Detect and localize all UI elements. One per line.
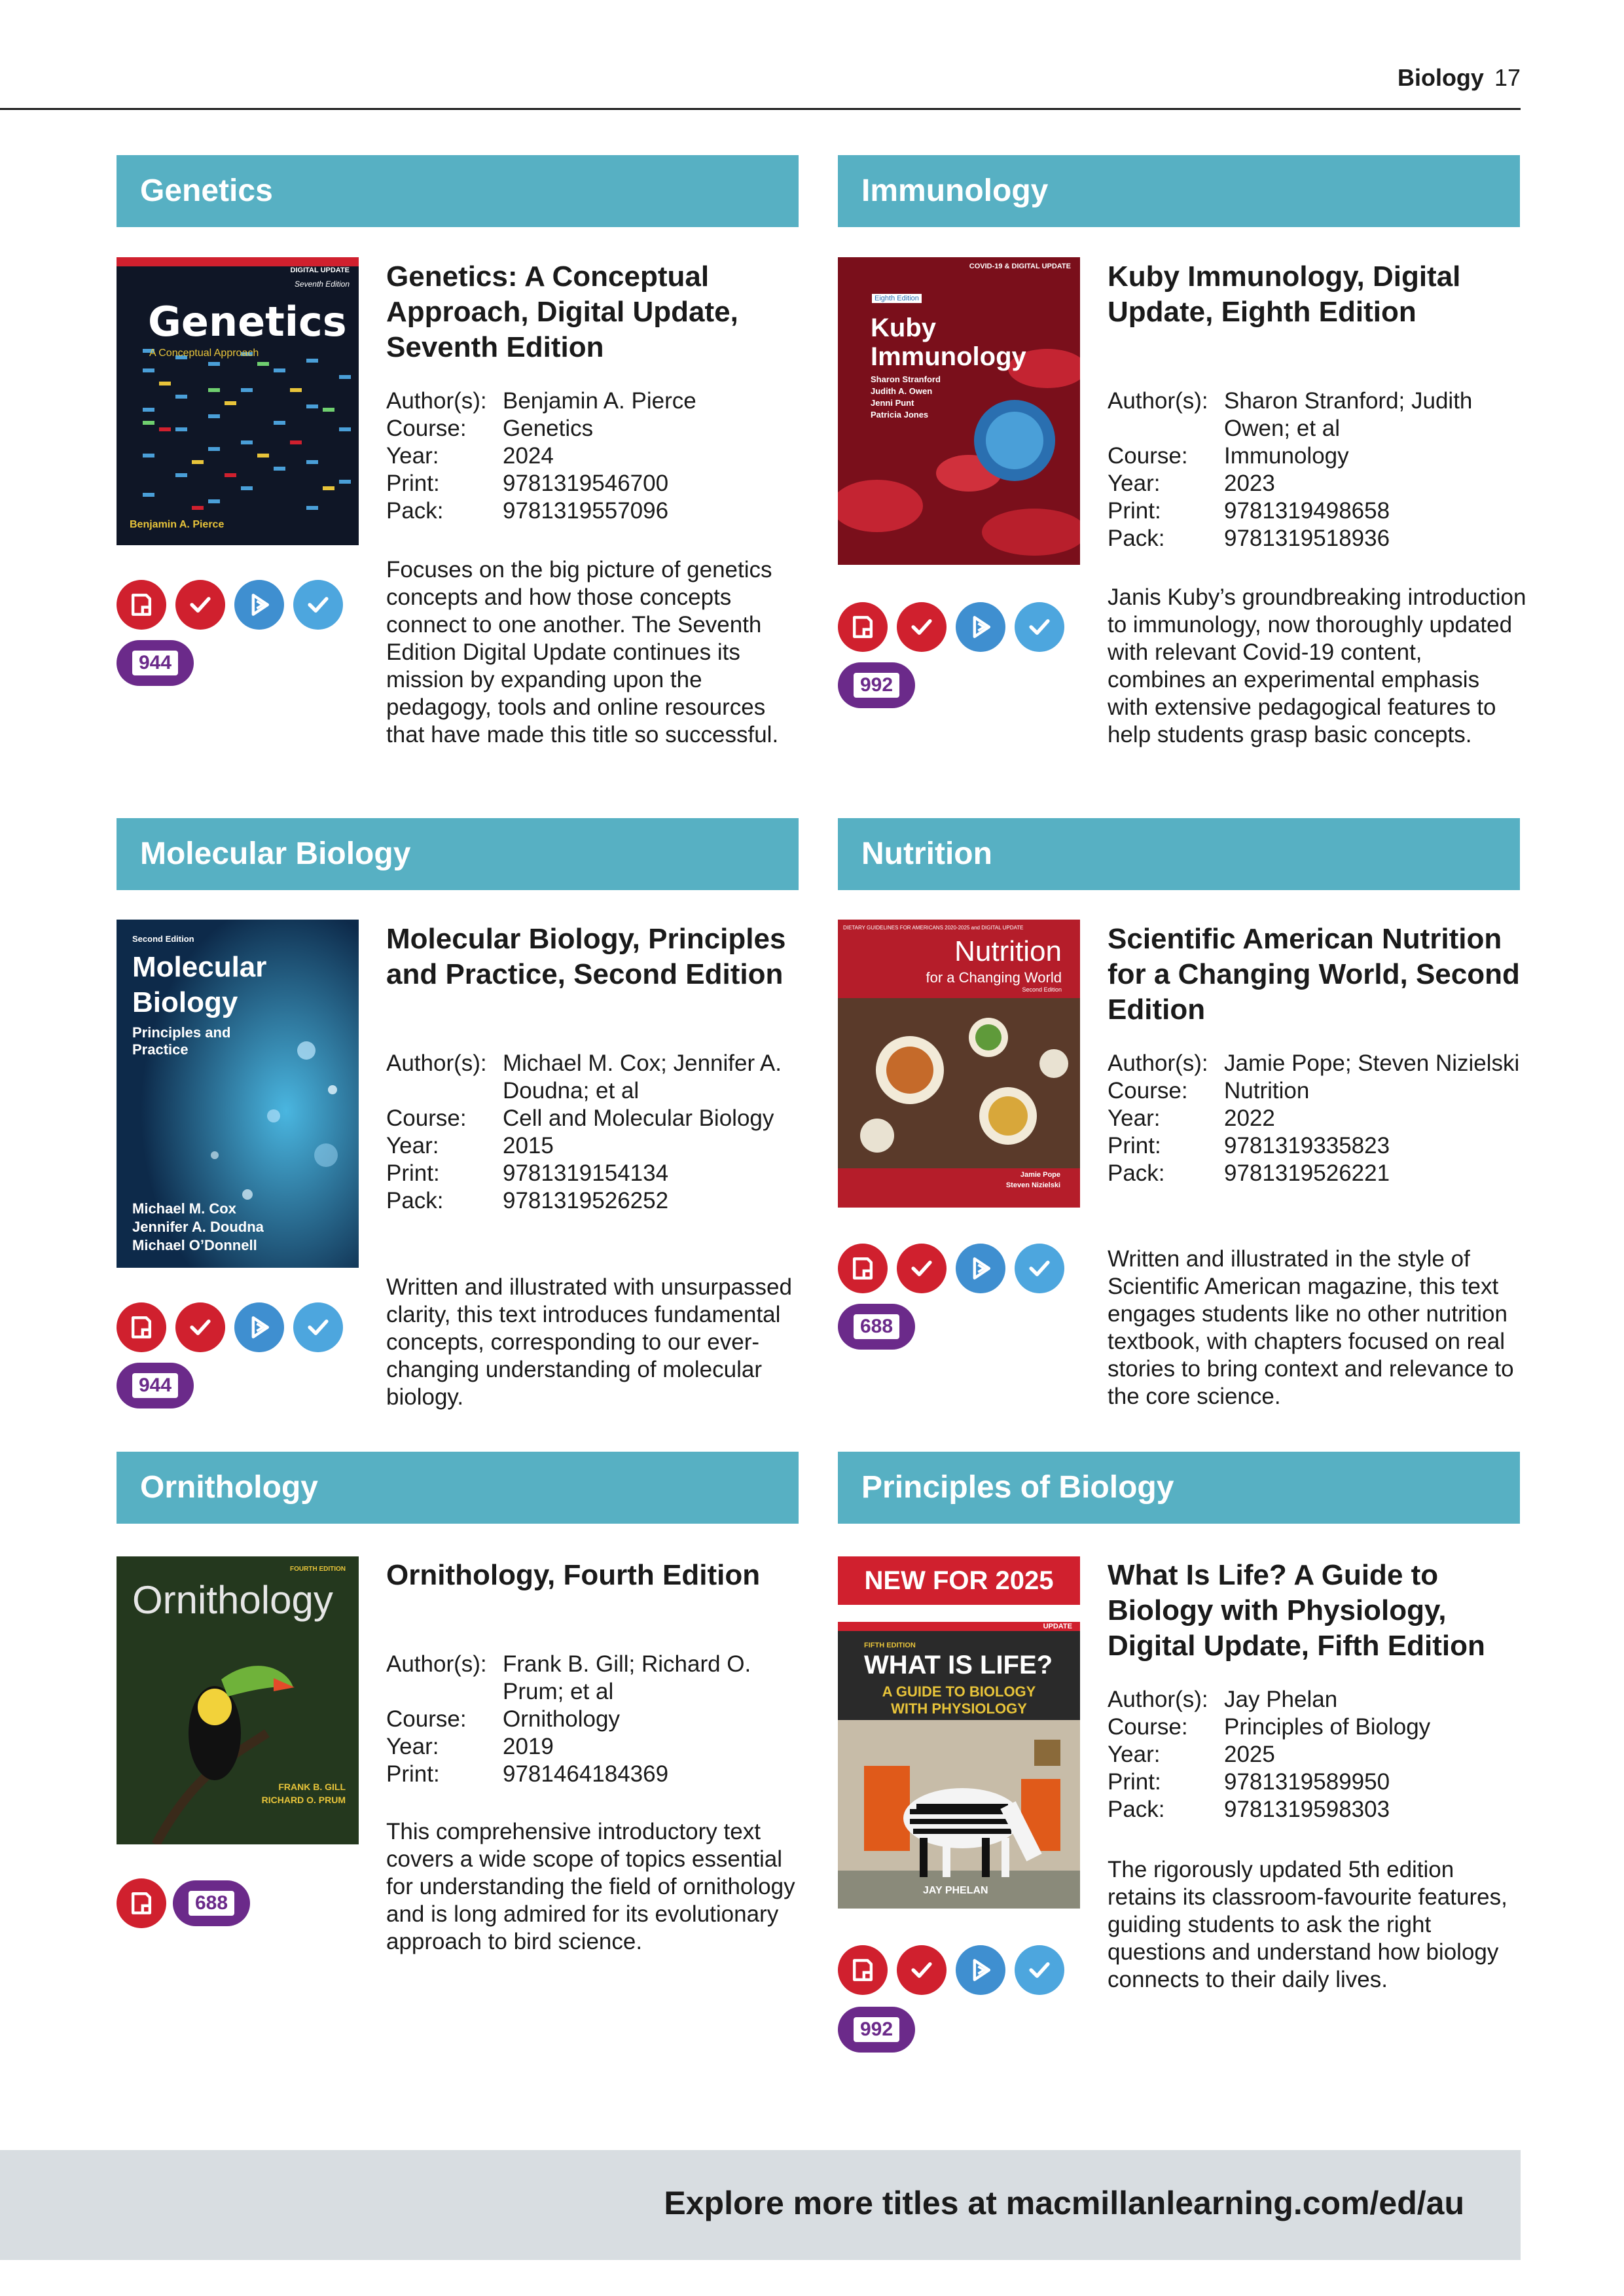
meta-row (386, 1651, 805, 1706)
check-icon[interactable] (175, 1302, 225, 1352)
category-band-principles-of-biology: Principles of Biology (838, 1452, 1520, 1524)
meta-key: Author(s): (386, 1050, 487, 1076)
print-icon[interactable] (117, 1878, 166, 1928)
cover-title: Ornithology (132, 1578, 333, 1622)
meta-key: Print: (1108, 1769, 1161, 1795)
check-icon[interactable] (897, 602, 947, 652)
category-band-genetics: Genetics (117, 155, 799, 227)
meta-row (386, 1160, 805, 1187)
meta-value: Ornithology (503, 1706, 620, 1732)
meta-row (1108, 1686, 1526, 1713)
book-title: Ornithology, Fourth Edition (386, 1559, 761, 1591)
meta-row (1108, 1713, 1526, 1741)
header-rule (0, 108, 1521, 110)
cover-tag: DIETARY GUIDELINES FOR AMERICANS 2020-2025 and DIGITAL UPDATE (843, 925, 1024, 931)
cover-subtitle: Principles and Practice (132, 1024, 231, 1058)
meta-value: 2019 (503, 1734, 554, 1759)
resource-icons (117, 580, 343, 630)
check-icon[interactable] (1015, 602, 1064, 652)
meta-key: Print: (1108, 498, 1161, 524)
check-icon[interactable] (1015, 1945, 1064, 1995)
meta-key: Pack: (386, 498, 444, 524)
book-cover-genetics[interactable] (117, 257, 359, 545)
content-badge (117, 1363, 194, 1408)
meta-value: 9781319526221 (1224, 1160, 1390, 1186)
book-meta (386, 1050, 805, 1215)
video-icon[interactable] (956, 1244, 1005, 1293)
meta-value: 2023 (1224, 471, 1275, 496)
meta-key: Author(s): (386, 1651, 487, 1677)
badge-number: 944 (132, 651, 178, 675)
meta-value: 9781319589950 (1224, 1769, 1390, 1795)
check-icon[interactable] (897, 1945, 947, 1995)
book-title: What Is Life? A Guide to Biology with Physiology, Digital Update, Fifth Edition (1108, 1559, 1485, 1662)
meta-value: 2024 (503, 443, 554, 469)
meta-key: Author(s): (1108, 1687, 1208, 1712)
resource-icons (117, 1878, 166, 1928)
footer-link-text[interactable]: Explore more titles at macmillanlearning.com/ed/au (664, 2185, 1464, 2221)
meta-row (386, 1706, 805, 1733)
meta-value: Jamie Pope; Steven Nizielski (1224, 1050, 1520, 1076)
cover-tag: UPDATE (1043, 1623, 1072, 1630)
meta-value: Immunology (1224, 443, 1349, 469)
book-meta (1108, 1686, 1526, 1823)
cover-tag: COVID-19 & DIGITAL UPDATE (969, 262, 1071, 270)
meta-row (1108, 1160, 1526, 1187)
resource-icons (838, 602, 1064, 652)
meta-key: Print: (386, 471, 440, 496)
book-description: Janis Kuby’s groundbreaking introduction to immunology, now thoroughly updated with relevant Covid-19 content, combines an experimental emphasis with extensive pedagogical features to help students grasp basic concepts. (1108, 584, 1526, 747)
content-badge (173, 1880, 250, 1926)
cover-author: Benjamin A. Pierce (130, 519, 225, 530)
book-description: Written and illustrated in the style of Scientific American magazine, this text engages students like no other nutrition textbook, with chapters focused on real stories to bring context and relevance to the core science. (1108, 1246, 1514, 1409)
video-icon[interactable] (956, 1945, 1005, 1995)
category-band-ornithology: Ornithology (117, 1452, 799, 1524)
check-icon[interactable] (293, 580, 343, 630)
meta-row (386, 1187, 805, 1215)
book-meta (1108, 1050, 1526, 1187)
meta-row (1108, 1050, 1526, 1077)
meta-row (386, 470, 805, 497)
meta-value: Benjamin A. Pierce (503, 388, 696, 414)
meta-key: Year: (1108, 1742, 1161, 1767)
book-description: Written and illustrated with unsurpassed clarity, this text introduces fundamental concepts, corresponding to our ever-changing understanding of molecular biology. (386, 1274, 792, 1410)
new-for-2025-tag: NEW FOR 2025 (838, 1556, 1080, 1605)
cover-author: Michael M. Cox Jennifer A. Doudna Michael O’Donnell (132, 1200, 264, 1253)
cover-edition: FOURTH EDITION (290, 1566, 346, 1573)
book-cover-what-is-life[interactable] (838, 1622, 1080, 1909)
cover-subtitle: for a Changing World (926, 969, 1062, 986)
meta-row (386, 442, 805, 470)
print-icon[interactable] (117, 1302, 166, 1352)
print-icon[interactable] (117, 580, 166, 630)
meta-key: Author(s): (1108, 388, 1208, 414)
cover-author: JAY PHELAN (923, 1885, 988, 1896)
meta-value: Genetics (503, 416, 594, 441)
check-icon[interactable] (1015, 1244, 1064, 1293)
meta-key: Pack: (1108, 1797, 1165, 1822)
meta-value: 9781319557096 (503, 498, 669, 524)
cover-tag: DIGITAL UPDATE (290, 266, 350, 274)
badge-number: 992 (854, 673, 899, 698)
cover-edition: FIFTH EDITION (864, 1641, 916, 1649)
book-cover-ornithology[interactable] (117, 1556, 359, 1844)
cover-author: Jamie Pope Steven Nizielski (1005, 1171, 1060, 1189)
meta-row (1108, 1077, 1526, 1105)
meta-row (1108, 442, 1526, 470)
content-badge (838, 1304, 915, 1350)
meta-key: Course: (1108, 1714, 1188, 1740)
print-icon[interactable] (838, 1244, 888, 1293)
video-icon[interactable] (956, 602, 1005, 652)
book-cover-immunology[interactable] (838, 257, 1080, 565)
meta-value: 9781319498658 (1224, 498, 1390, 524)
meta-key: Author(s): (1108, 1050, 1208, 1076)
print-icon[interactable] (838, 602, 888, 652)
meta-key: Pack: (1108, 526, 1165, 551)
video-icon[interactable] (234, 1302, 284, 1352)
print-icon[interactable] (838, 1945, 888, 1995)
resource-icons (117, 1302, 343, 1352)
meta-value: Principles of Biology (1224, 1714, 1431, 1740)
meta-key: Year: (386, 1734, 439, 1759)
meta-value: 9781464184369 (503, 1761, 669, 1787)
meta-key: Print: (386, 1761, 440, 1787)
cover-edition: Second Edition (132, 934, 194, 944)
meta-value: Jay Phelan (1224, 1687, 1338, 1712)
meta-row (1108, 1768, 1526, 1796)
book-title: Genetics: A Conceptual Approach, Digital Update, Seventh Edition (386, 260, 738, 363)
meta-key: Course: (386, 416, 467, 441)
cover-subtitle: A GUIDE TO BIOLOGY WITH PHYSIOLOGY (882, 1683, 1036, 1717)
meta-value: 9781319154134 (503, 1160, 669, 1186)
book-cover-molecular-biology[interactable] (117, 920, 359, 1268)
meta-row (386, 1050, 805, 1105)
cover-title: Nutrition (954, 935, 1062, 967)
meta-row (1108, 525, 1526, 552)
badge-number: 688 (189, 1891, 234, 1916)
video-icon[interactable] (234, 580, 284, 630)
section-name: Biology (1397, 64, 1484, 91)
book-description: This comprehensive introductory text covers a wide scope of topics essential for understanding the field of ornithology and is long admired for its evolutionary approach to bird science. (386, 1819, 795, 1954)
meta-value: 2022 (1224, 1105, 1275, 1131)
meta-key: Print: (1108, 1133, 1161, 1158)
content-badge (117, 640, 194, 686)
content-badge (838, 662, 915, 708)
meta-key: Pack: (1108, 1160, 1165, 1186)
meta-row (1108, 1132, 1526, 1160)
meta-key: Course: (1108, 443, 1188, 469)
meta-key: Print: (386, 1160, 440, 1186)
meta-key: Course: (386, 1105, 467, 1131)
meta-value: Michael M. Cox; Jennifer A. Doudna; et al (503, 1050, 782, 1103)
book-meta (386, 387, 805, 525)
cover-title: Genetics (148, 298, 347, 346)
meta-key: Year: (386, 1133, 439, 1158)
book-cover-nutrition[interactable] (838, 920, 1080, 1208)
meta-row (1108, 1741, 1526, 1768)
meta-row (1108, 387, 1526, 442)
badge-number: 992 (854, 2017, 899, 2042)
meta-value: 9781319546700 (503, 471, 669, 496)
content-badge (838, 2007, 915, 2053)
meta-value: Nutrition (1224, 1078, 1310, 1103)
category-band-molecular-biology: Molecular Biology (117, 818, 799, 890)
cover-title: WHAT IS LIFE? (864, 1651, 1053, 1679)
meta-value: Sharon Stranford; Judith Owen; et al (1224, 388, 1473, 441)
meta-value: 9781319335823 (1224, 1133, 1390, 1158)
book-title: Scientific American Nutrition for a Changing World, Second Edition (1108, 923, 1520, 1026)
category-band-nutrition: Nutrition (838, 818, 1520, 890)
category-band-immunology: Immunology (838, 155, 1520, 227)
meta-key: Course: (1108, 1078, 1188, 1103)
cover-author: Sharon Stranford Judith A. Owen Jenni Punt Patricia Jones (871, 374, 941, 420)
meta-row (386, 1733, 805, 1761)
meta-row (386, 1132, 805, 1160)
book-description: The rigorously updated 5th edition retains its classroom-favourite features, guiding students to ask the right questions and understand how biology connects to their daily lives. (1108, 1857, 1507, 1992)
meta-value: 9781319598303 (1224, 1797, 1390, 1822)
page-number: 17 (1494, 64, 1521, 91)
meta-row (1108, 1105, 1526, 1132)
cover-subtitle: A Conceptual Approach (149, 348, 259, 359)
meta-value: 2015 (503, 1133, 554, 1158)
meta-row (1108, 1796, 1526, 1823)
page-header (1398, 64, 1521, 92)
meta-value: Cell and Molecular Biology (503, 1105, 774, 1131)
footer-bar (0, 2150, 1521, 2260)
meta-key: Year: (386, 443, 439, 469)
meta-key: Author(s): (386, 388, 487, 414)
meta-value: Frank B. Gill; Richard O. Prum; et al (503, 1651, 751, 1704)
book-description: Focuses on the big picture of genetics concepts and how those concepts connect to one another. The Seventh Edition Digital Update continues its mission by expanding upon the pedagogy, tools and online resources that have made this title so successful. (386, 557, 779, 747)
meta-row (386, 415, 805, 442)
check-icon[interactable] (293, 1302, 343, 1352)
meta-row (386, 497, 805, 525)
meta-row (1108, 497, 1526, 525)
book-meta (386, 1651, 805, 1788)
book-title: Kuby Immunology, Digital Update, Eighth Edition (1108, 260, 1461, 328)
cover-author: FRANK B. GILL RICHARD O. PRUM (261, 1782, 346, 1805)
meta-value: 2025 (1224, 1742, 1275, 1767)
meta-row (386, 387, 805, 415)
meta-key: Year: (1108, 1105, 1161, 1131)
meta-key: Year: (1108, 471, 1161, 496)
cover-edition: Second Edition (1022, 986, 1062, 993)
badge-number: 944 (132, 1373, 178, 1398)
resource-icons (838, 1244, 1064, 1293)
meta-value: 9781319526252 (503, 1188, 669, 1213)
meta-value: 9781319518936 (1224, 526, 1390, 551)
cover-edition: Seventh Edition (294, 279, 350, 289)
meta-row (386, 1761, 805, 1788)
book-title: Molecular Biology, Principles and Practice, Second Edition (386, 923, 786, 990)
meta-key: Course: (386, 1706, 467, 1732)
meta-row (386, 1105, 805, 1132)
check-icon[interactable] (175, 580, 225, 630)
meta-key: Pack: (386, 1188, 444, 1213)
book-meta (1108, 387, 1526, 552)
resource-icons (838, 1945, 1064, 1995)
check-icon[interactable] (897, 1244, 947, 1293)
badge-number: 688 (854, 1314, 899, 1339)
cover-title: Molecular Biology (132, 951, 267, 1018)
cover-title: Kuby Immunology (871, 314, 1026, 371)
cover-edition: Eighth Edition (872, 294, 922, 303)
meta-row (1108, 470, 1526, 497)
